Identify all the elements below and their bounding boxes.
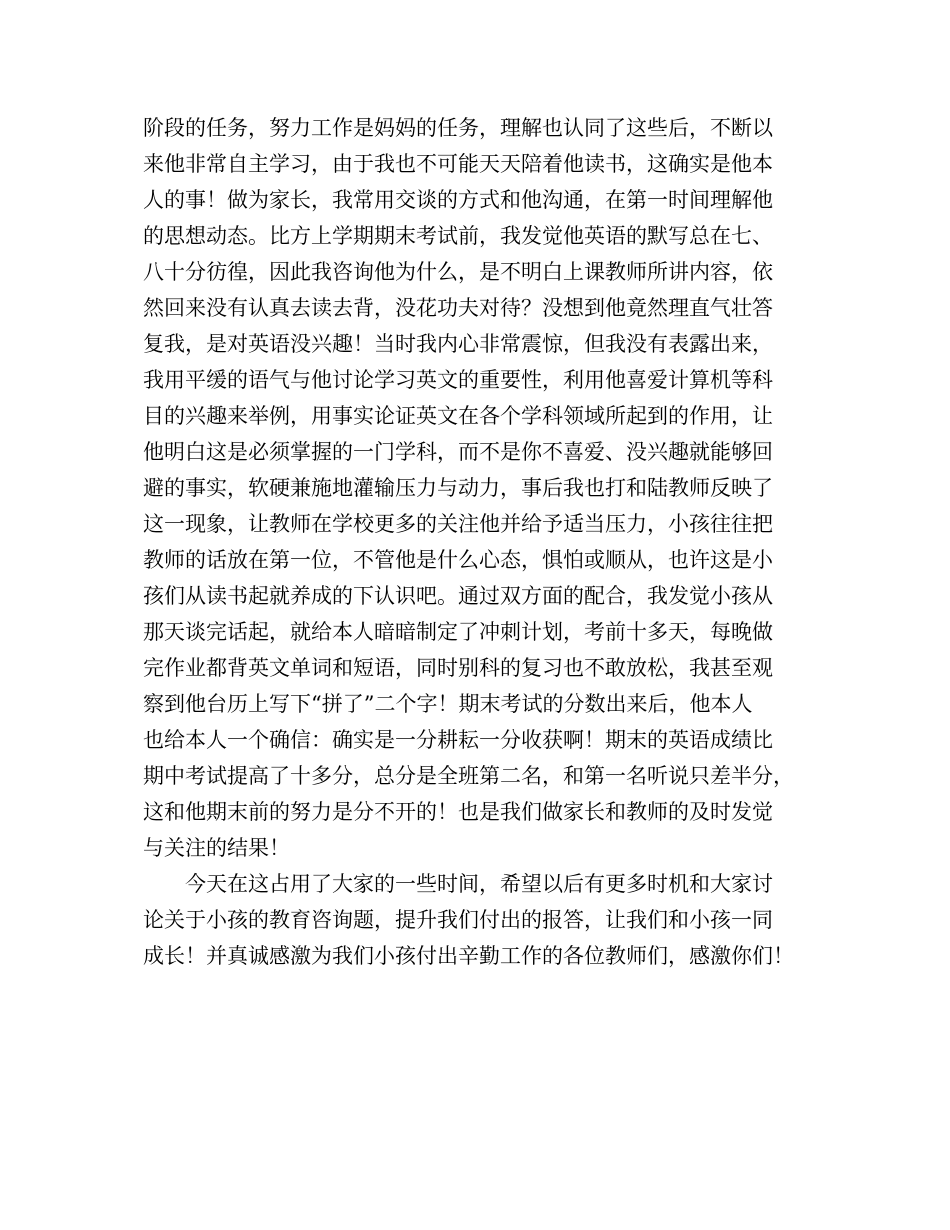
text-line: 这和他期末前的努力是分不开的！也是我们做家长和教师的及时发觉 — [143, 800, 773, 824]
paragraph-1 — [143, 110, 823, 866]
text-line: 的思想动态。比方上学期期末考试前，我发觉他英语的默写总在七、 — [143, 224, 773, 248]
text-line: 我用平缓的语气与他讨论学习英文的重要性，利用他喜爱计算机等科 — [143, 368, 773, 392]
text-line: 完作业都背英文单词和短语，同时别科的复习也不敢放松，我甚至观 — [143, 656, 773, 680]
text-line: 目的兴趣来举例，用事实论证英文在各个学科领域所起到的作用，让 — [143, 404, 773, 428]
text-line: 人的事！做为家长，我常用交谈的方式和他沟通，在第一时间理解他 — [143, 188, 773, 212]
text-line: 也给本人一个确信：确实是一分耕耘一分收获啊！期末的英语成绩比 — [143, 728, 773, 752]
text-line: 那天谈完话起，就给本人暗暗制定了冲刺计划，考前十多天，每晚做 — [143, 620, 773, 644]
text-line: 论关于小孩的教育咨询题，提升我们付出的报答，让我们和小孩一同 — [143, 908, 773, 932]
text-line: 来他非常自主学习，由于我也不可能天天陪着他读书，这确实是他本 — [143, 152, 773, 176]
paragraph-2 — [143, 866, 823, 974]
document-body — [143, 110, 823, 974]
text-line: 教师的话放在第一位，不管他是什么心态，惧怕或顺从，也许这是小 — [143, 548, 773, 572]
text-line: 避的事实，软硬兼施地灌输压力与动力，事后我也打和陆教师反映了 — [143, 476, 773, 500]
text-line: 成长！并真诚感激为我们小孩付出辛勤工作的各位教师们，感激你们！ — [143, 944, 794, 968]
text-line: 八十分彷徨，因此我咨询他为什么，是不明白上课教师所讲内容，依 — [143, 260, 773, 284]
text-line: 他明白这是必须掌握的一门学科，而不是你不喜爱、没兴趣就能够回 — [143, 440, 773, 464]
text-line: 与关注的结果！ — [143, 836, 290, 860]
text-line: 期中考试提高了十多分，总分是全班第二名，和第一名听说只差半分， — [143, 764, 794, 788]
text-line: 孩们从读书起就养成的下认识吧。通过双方面的配合，我发觉小孩从 — [143, 584, 773, 608]
text-line: 阶段的任务，努力工作是妈妈的任务，理解也认同了这些后，不断以 — [143, 116, 773, 140]
text-line-indented: 今天在这占用了大家的一些时间，希望以后有更多时机和大家讨 — [185, 872, 773, 896]
text-line: 这一现象，让教师在学校更多的关注他并给予适当压力，小孩往往把 — [143, 512, 773, 536]
text-line: 察到他台历上写下“拼了”二个字！期末考试的分数出来后，他本人 — [143, 692, 753, 716]
text-line: 然回来没有认真去读去背，没花功夫对待？没想到他竟然理直气壮答 — [143, 296, 773, 320]
text-line: 复我，是对英语没兴趣！当时我内心非常震惊，但我没有表露出来， — [143, 332, 773, 356]
